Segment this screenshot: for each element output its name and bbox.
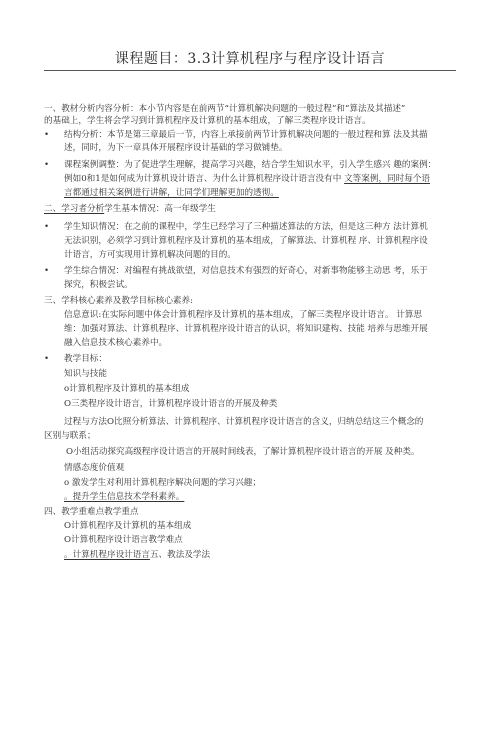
case-adjust-line3: 言都通过相关案例进行讲解，让同学们理解更加的透彻。 (64, 188, 279, 198)
case-adjust-underlined: 文等案例，同时每个语 (344, 174, 431, 184)
literacy-line1: 信息意识:在实际问题中体会计算机程序及计算机的基本组成，了解三类程序设计语言。 计算思 (64, 310, 422, 320)
process-method-item: O小组活动探究高级程序设计语言的开展时间线表，了解计算机程序设计语言的开展 及种类。 (66, 447, 420, 457)
knowledge-status-line3: 计语言，方可实现用计算机解决问题的目的。 (64, 250, 236, 260)
emotion-item2: 。提升学生信息技术学科素养。 (64, 492, 185, 502)
section1-heading-line2: 的基础上，学生将会学习到计算机程序及计算机的基本组成，了解三类程序设计语言。 (44, 116, 371, 126)
page-title: 课程题目：3.3计算机程序与程序设计语言 (114, 51, 386, 67)
overall-status-line1: 学生综合情况：对编程有挑战欲望，对信息技术有强烈的好奇心，对新事物能够主动思 考，乐于 (64, 266, 428, 276)
key-point-item2: O计算机程序设计语言教学难点 (64, 535, 183, 545)
process-method-line2: 区别与联系； (44, 431, 96, 441)
emotion-values-label: 情感态度价值观 (64, 463, 125, 473)
key-point-item1: O计算机程序及计算机的基本组成 (64, 521, 192, 531)
case-adjust-line1: 课程案例调整：为了促进学生理解，提高学习兴趣，结合学生知识水平，引入学生感兴 趣的案例： (64, 160, 437, 170)
title-divider (44, 70, 456, 71)
knowledge-status-line1: 学生知识情况：在之前的课程中，学生已经学习了三种描述算法的方法，但是这三种方 法计算机 (64, 222, 428, 232)
emotion-item1: o 激发学生对利用计算机程序解决问题的学习兴趣； (64, 478, 261, 488)
section2-heading: 二、学习者分析学生基本情况：高一年级学生 (44, 204, 216, 214)
section4-heading: 四、教学重难点教学重点 (44, 507, 139, 517)
literacy-line3: 融入信息技术核心素养中。 (64, 338, 168, 348)
knowledge-skill-item2: O三类程序设计语言，计算机程序设计语言的开展及种类 (64, 399, 278, 409)
structure-analysis-line2: 述，同时，为下一章具体开展程序设计基础的学习做铺垫。 (64, 143, 288, 153)
structure-analysis-line1: 结构分析：本节是第三章最后一节，内容上承接前两节计算机解决问题的一般过程和算 法及其描 (64, 130, 428, 140)
knowledge-status-line2: 无法识别，必须学习到计算机程序及计算机的基本组成，了解算法、计算机程 序、计算机程序设 (64, 236, 428, 246)
teaching-goals-label: 教学目标： (64, 354, 107, 364)
section5-heading: 五、教法及学法 (149, 550, 211, 560)
literacy-line2: 维：加强对算法、计算机程序、计算机程序设计语言的认识，将知识建构、技能 培养与思维开展 (64, 324, 428, 334)
bullet-icon: • (44, 160, 50, 170)
bullet-icon: • (44, 130, 50, 140)
case-adjust-line2: 例如0和1是如何成为计算机设计语言、为什么计算机程序设计语言没有中 文等案例，同时每个语 (64, 174, 431, 184)
difficulty-item: 。计算机程序设计语言五、教法及学法 (64, 550, 211, 560)
process-method-line1: 过程与方法O比照分析算法、计算机程序、计算机程序设计语言的含义，归纳总结这三个概念的 (64, 417, 424, 427)
bullet-icon: • (44, 222, 50, 232)
section3-heading: 三、学科核心素养及教学目标核心素养: (44, 296, 193, 306)
overall-status-line2: 探究，积极尝试。 (64, 280, 133, 290)
bullet-icon: • (44, 354, 50, 364)
knowledge-skill-item1: o计算机程序及计算机的基本组成 (64, 384, 190, 394)
bullet-icon: • (44, 266, 50, 276)
section1-heading-line1: 一、教材分析内容分析：本小节内容是在前两节“计算机解决问题的一般过程”和“算法及其描述” (44, 104, 406, 114)
knowledge-skill-label: 知识与技能 (64, 369, 107, 379)
